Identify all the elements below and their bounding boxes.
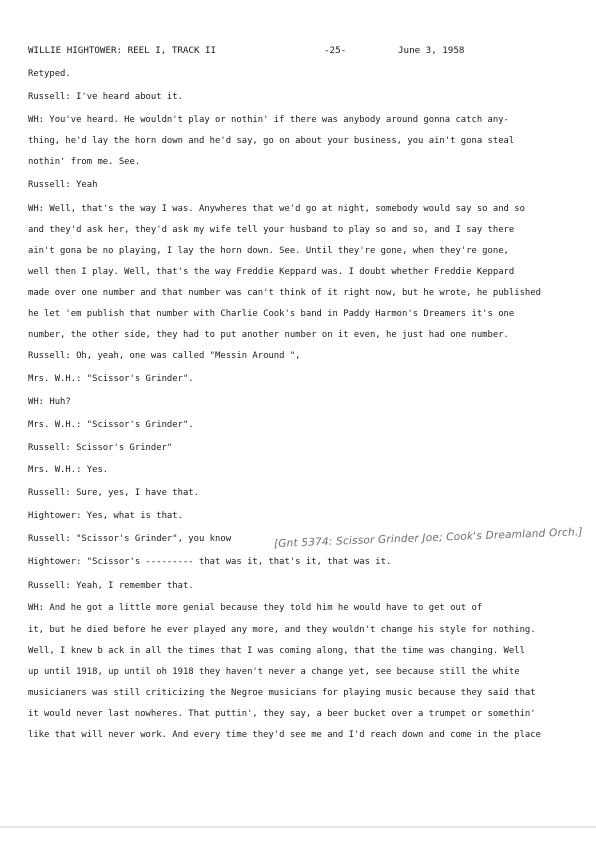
transcript-line: it, but he died before he ever played any more, and they wouldn't change his style for nothing. xyxy=(28,625,536,635)
transcript-line: it would never last nowheres. That puttin', they say, a beer bucket over a trumpet or somethin' xyxy=(28,709,536,719)
transcript-line: Russell: Oh, yeah, one was called "Messin Around ", xyxy=(28,351,301,361)
transcript-line: number, the other side, they had to put another number on it even, he just had one number. xyxy=(28,330,509,340)
transcript-line: ain't gona be no playing, I lay the horn down. See. Until they're gone, when they're gone, xyxy=(28,246,509,256)
transcript-line: he let 'em publish that number with Charlie Cook's band in Paddy Harmon's Dreamers it's one xyxy=(28,309,515,319)
transcript-line: Hightower: "Scissor's --------- that was it, that's it, that was it. xyxy=(28,557,392,567)
transcript-line: WH: Huh? xyxy=(28,397,71,407)
transcript-line: Retyped. xyxy=(28,69,71,79)
transcript-line: thing, he'd lay the horn down and he'd say, go on about your business, you ain't gona steal xyxy=(28,136,515,146)
transcript-line: Mrs. W.H.: Yes. xyxy=(28,465,109,475)
header-date: June 3, 1958 xyxy=(398,45,465,56)
handwritten-annotation: [Gnt 5374: Scissor Grinder Joe; Cook's Dreamland Orch.] xyxy=(273,526,583,550)
transcript-line: Russell: "Scissor's Grinder", you know xyxy=(28,534,232,544)
transcript-line: and they'd ask her, they'd ask my wife tell your husband to play so and so, and I say there xyxy=(28,225,515,235)
page-bottom-edge xyxy=(0,826,596,828)
transcript-line: like that will never work. And every time they'd see me and I'd reach down and come in the place xyxy=(28,730,541,740)
transcript-line: WH: Well, that's the way I was. Anywheres that we'd go at night, somebody would say so and so xyxy=(28,204,525,214)
transcript-line: Russell: Yeah xyxy=(28,180,98,190)
transcript-line: musicianers was still criticizing the Negroe musicians for playing music because they said that xyxy=(28,688,536,698)
transcript-line: Russell: I've heard about it. xyxy=(28,92,183,102)
transcript-line: Hightower: Yes, what is that. xyxy=(28,511,183,521)
transcript-line: up until 1918, up until oh 1918 they haven't never a change yet, see because still the white xyxy=(28,667,520,677)
page-number: -25- xyxy=(324,45,347,56)
transcript-line: Mrs. W.H.: "Scissor's Grinder". xyxy=(28,374,194,384)
transcript-line: WH: And he got a little more genial because they told him he would have to get out of xyxy=(28,603,483,613)
transcript-line: Russell: Scissor's Grinder" xyxy=(28,443,173,453)
transcript-line: WH: You've heard. He wouldn't play or nothin' if there was anybody around gonna catch any- xyxy=(28,115,509,125)
transcript-line: Russell: Sure, yes, I have that. xyxy=(28,488,199,498)
transcript-line: Mrs. W.H.: "Scissor's Grinder". xyxy=(28,420,194,430)
page-header xyxy=(28,45,568,59)
transcript-line: well then I play. Well, that's the way Freddie Keppard was. I doubt whether Freddie Keppard xyxy=(28,267,515,277)
header-title: WILLIE HIGHTOWER: REEL I, TRACK II xyxy=(28,45,217,56)
transcript-line: made over one number and that number was can't think of it right now, but he wrote, he published xyxy=(28,288,541,298)
transcript-line: nothin' from me. See. xyxy=(28,157,141,167)
transcript-line: Well, I knew b ack in all the times that I was coming along, that the time was changing. Well xyxy=(28,646,525,656)
transcript-line: Russell: Yeah, I remember that. xyxy=(28,581,194,591)
